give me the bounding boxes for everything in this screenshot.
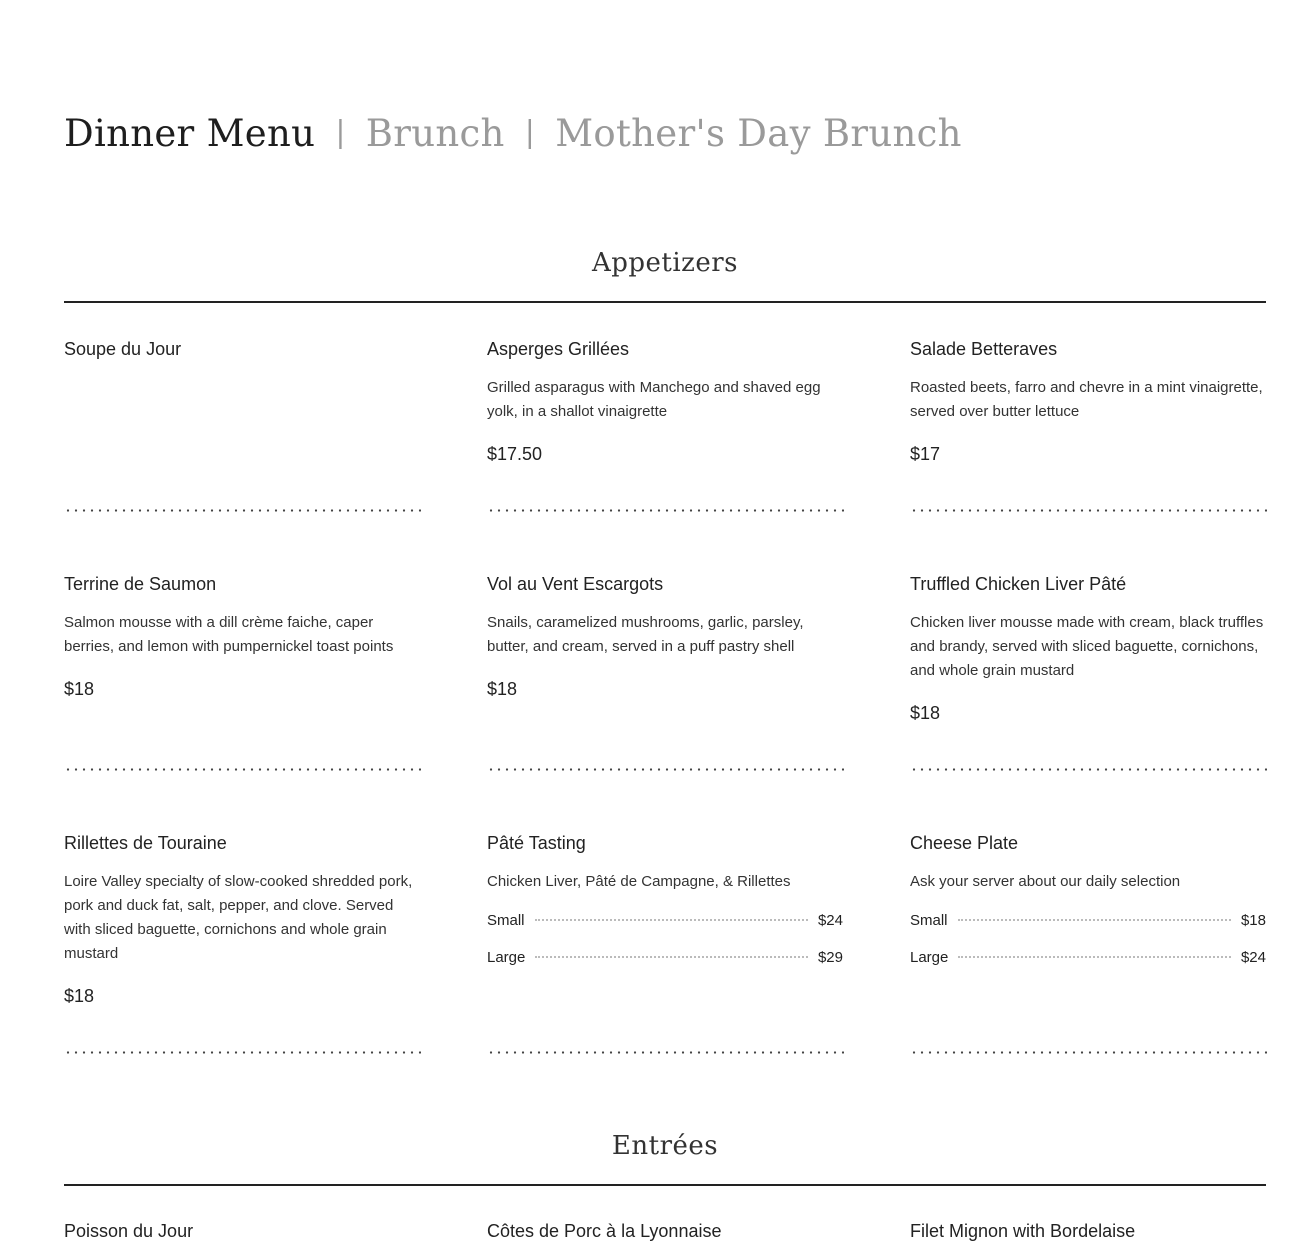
item-price: $17.50: [487, 444, 543, 464]
option-label: Small: [487, 912, 525, 929]
item-name: Filet Mignon with Bordelaise: [910, 1221, 1136, 1241]
dotted-divider: [910, 768, 1267, 771]
menu-item: [487, 573, 844, 700]
menu-item: [487, 1220, 844, 1242]
item-name: Terrine de Saumon: [64, 574, 217, 594]
dotted-leader: [958, 956, 1231, 958]
logo-icon: [40, 0, 120, 4]
section-title-entrees: Entrées: [611, 1131, 719, 1161]
item-description: Snails, caramelized mushrooms, garlic, parsley, butter, and cream, served in a puff pastry shell: [487, 614, 804, 655]
price-option-row: [910, 912, 1266, 949]
item-price: $18: [64, 986, 95, 1006]
item-description: Loire Valley specialty of slow-cooked shredded pork, pork and duck fat, salt, pepper, and clove. Served with sliced baguette, cornichons and whole grain mustard: [64, 873, 413, 962]
menu-item: [64, 338, 421, 360]
item-price: $18: [910, 703, 941, 723]
item-name: Vol au Vent Escargots: [487, 574, 664, 594]
dotted-divider: [64, 1051, 421, 1054]
nav-brunch[interactable]: Brunch: [365, 112, 505, 155]
dotted-leader: [535, 956, 808, 958]
item-name: Truffled Chicken Liver Pâté: [910, 574, 1127, 594]
dotted-divider: [910, 509, 1267, 512]
item-price: $17: [910, 444, 941, 464]
menu-nav: [64, 112, 962, 155]
option-price: $18: [1240, 912, 1266, 929]
option-price: $24: [817, 912, 843, 929]
option-price: $24: [1240, 949, 1266, 966]
price-option-row: [910, 949, 1266, 986]
option-label: Small: [910, 912, 948, 929]
item-name: Salade Betteraves: [910, 339, 1058, 359]
menu-item: [910, 573, 1267, 724]
menu-item: [64, 832, 421, 1007]
dotted-divider: [487, 509, 844, 512]
price-option-row: [487, 949, 843, 986]
item-description: Roasted beets, farro and chevre in a mint vinaigrette, served over butter lettuce: [910, 379, 1263, 420]
item-description: Chicken liver mousse made with cream, black truffles and brandy, served with sliced baguette, cornichons, and whole grain mustard: [910, 614, 1264, 679]
menu-item: [487, 832, 843, 986]
dotted-divider: [487, 1051, 844, 1054]
menu-item: [64, 573, 421, 700]
section-divider: [64, 301, 1266, 303]
item-name: Asperges Grillées: [487, 339, 630, 359]
item-description: Grilled asparagus with Manchego and shaved egg yolk, in a shallot vinaigrette: [487, 379, 821, 420]
menu-item: [487, 338, 844, 465]
price-options: [910, 912, 1266, 986]
item-price: $18: [487, 679, 518, 699]
item-description: Ask your server about our daily selection: [910, 873, 1181, 890]
item-name: Rillettes de Touraine: [64, 833, 227, 853]
option-label: Large: [910, 949, 949, 966]
dotted-leader: [535, 919, 808, 921]
section-divider: [64, 1184, 1266, 1186]
item-name: Cheese Plate: [910, 833, 1019, 853]
nav-separator: |: [335, 115, 346, 150]
dotted-divider: [487, 768, 844, 771]
dotted-leader: [958, 919, 1231, 921]
item-price: $18: [64, 679, 95, 699]
item-name: Poisson du Jour: [64, 1221, 194, 1241]
item-description: Salmon mousse with a dill crème faiche, caper berries, and lemon with pumpernickel toast points: [64, 614, 394, 655]
section-title-appetizers: Appetizers: [591, 248, 739, 278]
price-option-row: [487, 912, 843, 949]
item-description: Chicken Liver, Pâté de Campagne, & Rillettes: [487, 873, 791, 890]
item-name: Côtes de Porc à la Lyonnaise: [487, 1221, 722, 1241]
item-name: Soupe du Jour: [64, 339, 182, 359]
menu-item: [910, 1220, 1267, 1242]
menu-item: [910, 338, 1267, 465]
menu-item: [64, 1220, 421, 1242]
dotted-divider: [910, 1051, 1267, 1054]
menu-item: [910, 832, 1266, 986]
dotted-divider: [64, 768, 421, 771]
option-price: $29: [817, 949, 843, 966]
nav-dinner-menu[interactable]: Dinner Menu: [64, 112, 316, 155]
item-name: Pâté Tasting: [487, 833, 586, 853]
dotted-divider: [64, 509, 421, 512]
option-label: Large: [487, 949, 526, 966]
nav-mothers-day-brunch[interactable]: Mother's Day Brunch: [555, 112, 962, 155]
nav-separator: |: [524, 115, 536, 150]
price-options: [487, 912, 843, 986]
